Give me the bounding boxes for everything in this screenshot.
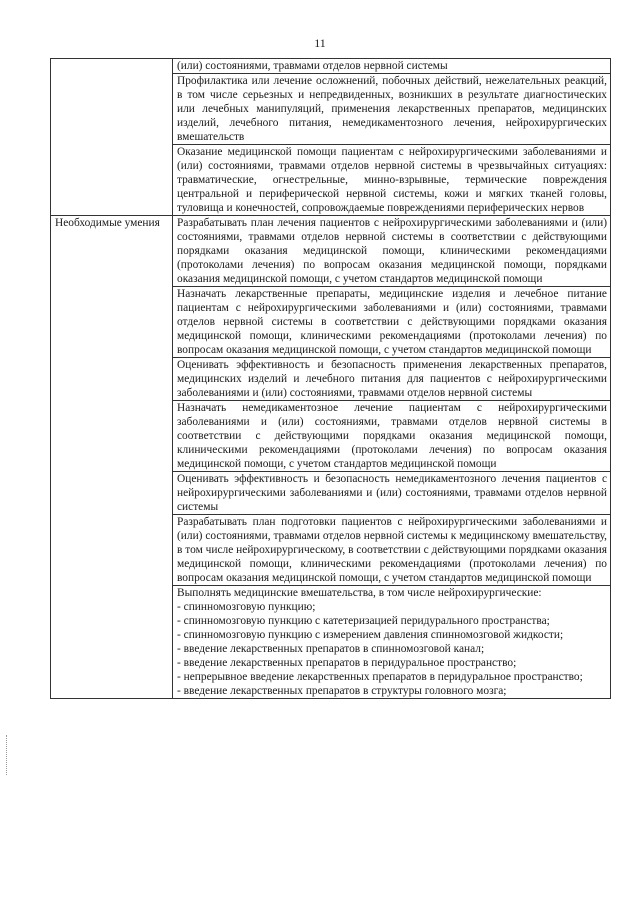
list-item: - введение лекарственных препаратов в спинномозговой канал; (177, 643, 485, 655)
interventions-cell (173, 586, 611, 699)
row-label (51, 59, 173, 216)
row-text: Назначать лекарственные препараты, медицинские изделия и лечебное питание пациентам с нейрохирургическими заболеваниями и (или) состояниями, травмами отделов нервной системы в соответствии с действующими порядками оказания медицинской помощи, клиническими рекомендациями (протоколами лечения) по вопросам оказания медицинской помощи, с учетом стандартов медицинской помощи (173, 287, 611, 358)
list-item: - введение лекарственных препаратов в структуры головного мозга; (177, 685, 507, 697)
row-text: Разрабатывать план лечения пациентов с нейрохирургическими заболеваниями и (или) состояниями, травмами отделов нервной системы в соответствии с действующими порядками оказания медицинской помощи, клиническими рекомендациями (протоколами лечения) по вопросам оказания медицинской помощи, порядками оказания медицинской помощи, с учетом стандартов медицинской помощи (173, 216, 611, 287)
list-item: - непрерывное введение лекарственных препаратов в перидуральное пространство; (177, 671, 583, 683)
list-item: - спинномозговую пункцию с измерением давления спинномозговой жидкости; (177, 629, 564, 641)
row-text: Разрабатывать план подготовки пациентов с нейрохирургическими заболеваниями и (или) состояниями, травмами отделов нервной системы к медицинскому вмешательству, в том числе нейрохирургическому, в соответствии с действующими порядками оказания медицинской помощи, клиническими рекомендациями (протоколами лечения) по вопросам оказания медицинской помощи, с учетом стандартов медицинской помощи (173, 515, 611, 586)
table-row (51, 216, 611, 287)
row-text: (или) состояниями, травмами отделов нервной системы (173, 59, 611, 74)
row-text: Оказание медицинской помощи пациентам с нейрохирургическими заболеваниями и (или) состояниями, травмами отделов нервной системы в чрезвычайных ситуациях: травматические, огнестрельные, минно-взрывные, термические повреждения центральной и периферической нервной системы, кожи и мягких тканей головы, туловища и конечностей, сопровождаемые повреждениями периферических нервов (173, 145, 611, 216)
scan-margin-mark (6, 735, 8, 775)
row-text: Оценивать эффективность и безопасность применения лекарственных препаратов, медицинских изделий и лечебного питания для пациентов с нейрохирургическими заболеваниями и (или) состояниями, травмами отделов нервной системы (173, 358, 611, 401)
row-text: Оценивать эффективность и безопасность немедикаментозного лечения пациентов с нейрохирургическими заболеваниями и (или) состояниями, травмами отделов нервной системы (173, 472, 611, 515)
section-label-skills: Необходимые умения (51, 216, 173, 699)
row-text: Назначать немедикаментозное лечение пациентам с нейрохирургическими заболеваниями и (или) состояниями, травмами отделов нервной системы в соответствии с действующими порядками оказания медицинской помощи, клиническими рекомендациями (протоколами лечения) по вопросам оказания медицинской помощи, с учетом стандартов медицинской помощи (173, 401, 611, 472)
row-text: Профилактика или лечение осложнений, побочных действий, нежелательных реакций, в том числе серьезных и непредвиденных, возникших в результате диагностических или лечебных манипуляций, применения лекарственных препаратов, медицинских изделий, лечебного питания, немедикаментозного лечения, нейрохирургических вмешательств (173, 74, 611, 145)
list-item: - спинномозговую пункцию с катетеризацией перидурального пространства; (177, 615, 550, 627)
requirements-table (50, 58, 611, 699)
list-item: - спинномозговую пункцию; (177, 601, 316, 613)
interventions-intro: Выполнять медицинские вмешательства, в том числе нейрохирургические: (177, 587, 542, 599)
table-row (51, 59, 611, 74)
page-number: 11 (314, 36, 326, 50)
list-item: - введение лекарственных препаратов в перидуральное пространство; (177, 657, 517, 669)
